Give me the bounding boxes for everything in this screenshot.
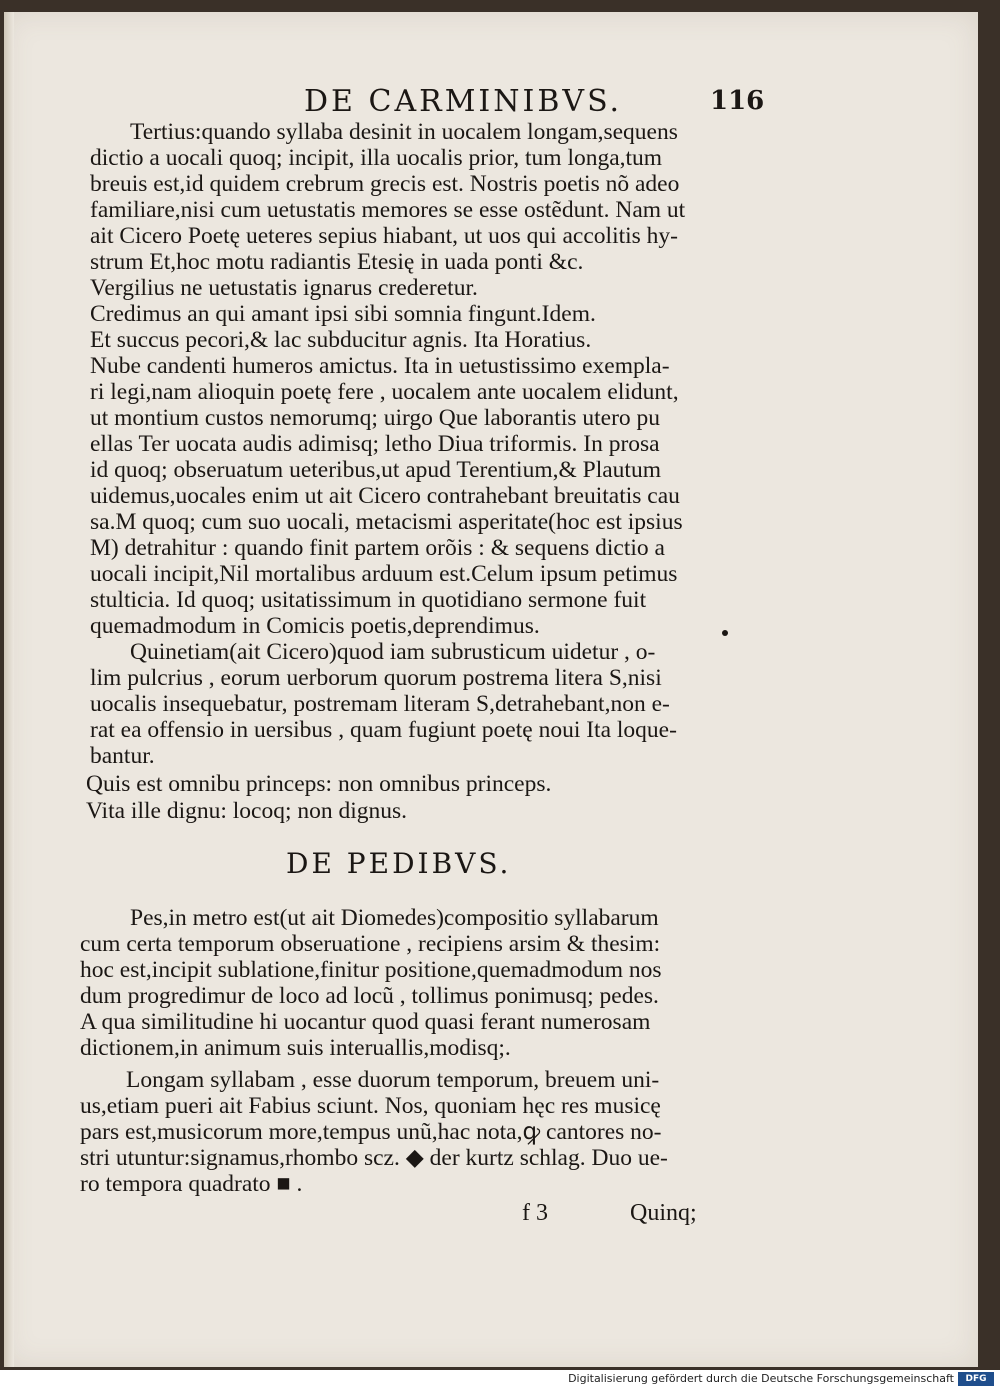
text-line: uocalis insequebatur, postremam literam S,detrahebant,non e- [90,691,670,717]
text-line: ri legi,nam alioquin poetę fere , uocalem ante uocalem elidunt, [90,379,679,405]
dfg-logo: DFG [958,1372,994,1386]
verse-line: Quis est omnibu princeps: non omnibus princeps. [86,771,552,797]
text-line: uidemus,uocales enim ut ait Cicero contrahebant breuitatis cau [90,483,680,509]
text-line: uocali incipit,Nil mortalibus arduum est.Celum ipsum petimus [90,561,678,587]
catchword: Quinq; [630,1200,697,1226]
text-line: strum Et,hoc motu radiantis Etesię in uada ponti &c. [90,249,584,275]
text-line: Vergilius ne uetustatis ignarus crederetur. [90,275,478,301]
text-line: id quoq; obseruatum ueteribus,ut apud Terentium,& Plautum [90,457,661,483]
page-number: 116 [710,86,765,116]
text-line: ait Cicero Poetę ueteres sepius hiabant, ut uos qui accolitis hy- [90,223,679,249]
text-line: stulticia. Id quoq; usitatissimum in quotidiano sermone fuit [90,587,647,613]
text-line: M) detrahitur : quando finit partem orõis : & sequens dictio a [90,535,665,561]
running-head: DE CARMINIBVS. [304,84,623,119]
text-line: ellas Ter uocata audis adimisq; letho Diua triformis. In prosa [90,431,660,457]
signature-mark: f 3 [522,1200,548,1226]
text-line: Et succus pecori,& lac subducitur agnis. Ita Horatius. [90,327,592,353]
book-page [4,12,978,1367]
footer-bar [0,1370,1000,1389]
text-line: A qua similitudine hi uocantur quod quasi ferant numerosam [80,1009,651,1035]
text-line: Tertius:quando syllaba desinit in uocalem longam,sequens [130,119,678,145]
page-header [4,74,978,119]
funding-notice: Digitalisierung gefördert durch die Deutsche Forschungsgemeinschaft [568,1372,954,1385]
text-line: Quinetiam(ait Cicero)quod iam subrusticum uidetur , o- [130,639,656,665]
text-line: dum progredimur de loco ad locũ , tollimus ponimusq; pedes. [80,983,659,1009]
text-line: dictionem,in animum suis interuallis,modisq;. [80,1035,511,1061]
text-line: Pes,in metro est(ut ait Diomedes)compositio syllabarum [130,905,659,931]
text-line: bantur. [90,743,155,769]
page-gutter-shadow [4,12,14,1367]
section-title: DE PEDIBVS. [286,847,512,880]
text-line: lim pulcrius , eorum uerborum quorum postrema litera S,nisi [90,665,662,691]
text-line: ut montium custos nemorumq; uirgo Que laborantis utero pu [90,405,661,431]
text-line: us,etiam pueri ait Fabius sciunt. Nos, quoniam hęc res musicę [80,1093,661,1119]
text-line: Longam syllabam , esse duorum temporum, breuem uni- [126,1067,660,1093]
text-line: sa.M quoq; cum suo uocali, metacismi asperitate(hoc est ipsius [90,509,683,535]
text-line: dictio a uocali quoq; incipit, illa uocalis prior, tum longa,tum [90,145,663,171]
text-line: stri utuntur:signamus,rhombo scz. ◆ der kurtz schlag. Duo ue- [80,1145,668,1171]
text-line: familiare,nisi cum uetustatis memores se esse ostẽdunt. Nam ut [90,197,686,223]
text-line: hoc est,incipit sublatione,finitur positione,quemadmodum nos [80,957,662,983]
text-line: cum certa temporum obseruatione , recipiens arsim & thesim: [80,931,661,957]
verse-line: Vita ille dignu: locoq; non dignus. [86,798,408,824]
text-line: ro tempora quadrato ■ . [80,1171,303,1197]
text-line: pars est,musicorum more,tempus unũ,hac nota,ꝙ cantores no- [80,1119,662,1145]
text-line: rat ea offensio in uersibus , quam fugiunt poetę noui Ita loque- [90,717,677,743]
printer-mark [722,630,728,636]
text-line: Nube candenti humeros amictus. Ita in uetustissimo exempla- [90,353,670,379]
text-line: quemadmodum in Comicis poetis,deprendimus. [90,613,540,639]
text-line: breuis est,id quidem crebrum grecis est. Nostris poetis nõ adeo [90,171,680,197]
text-line: Credimus an qui amant ipsi sibi somnia fingunt.Idem. [90,301,596,327]
